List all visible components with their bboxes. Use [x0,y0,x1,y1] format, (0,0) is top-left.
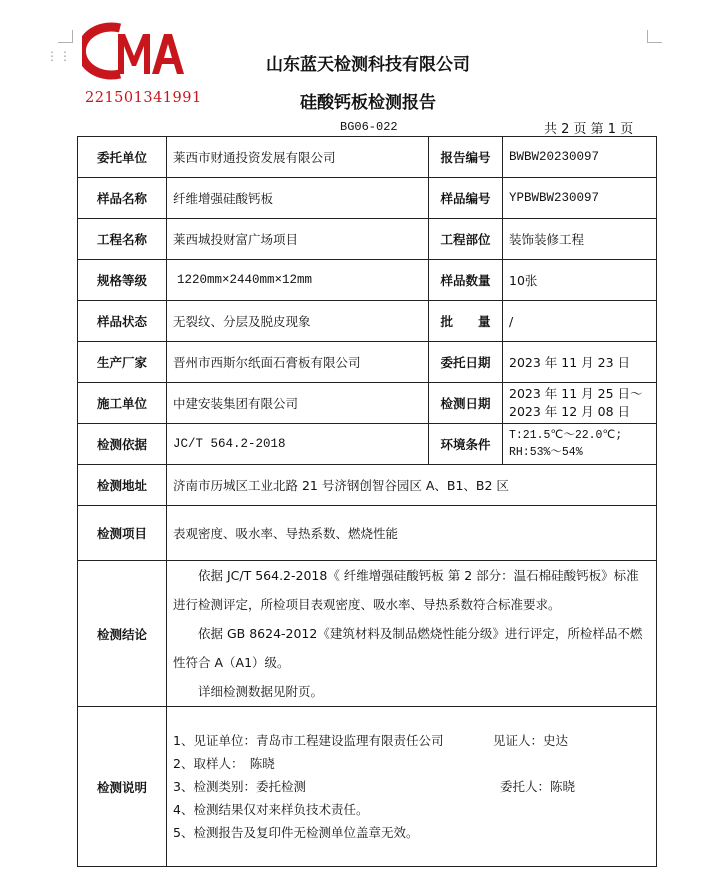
page-corner-mark-right [647,30,662,43]
maker-value: 晋州市西斯尔纸面石膏板有限公司 [167,342,429,383]
table-row [78,178,657,219]
state-label: 样品状态 [78,301,167,342]
note-item: 2、取样人： 陈晓 [173,756,275,771]
env-value [503,424,657,465]
page-corner-mark-left [58,30,73,43]
commission-date-value: 2023 年 11 月 23 日 [503,342,657,383]
test-date-label: 检测日期 [429,383,503,424]
address-value: 济南市历城区工业北路 21 号济钢创智谷园区 A、B1、B2 区 [167,465,657,506]
page-info: 共 2 页 第 1 页 [544,122,634,137]
table-row [78,342,657,383]
env-label: 环境条件 [429,424,503,465]
batch-label: 批 量 [429,301,503,342]
table-row [78,465,657,506]
spec-label: 规格等级 [78,260,167,301]
note-item: 5、检测报告及复印件无检测单位盖章无效。 [173,825,419,840]
quantity-value: 10张 [503,260,657,301]
table-row [78,137,657,178]
table-row [78,260,657,301]
address-label: 检测地址 [78,465,167,506]
conclusion-paragraph: 依据 GB 8624-2012《建筑材料及制品燃烧性能分级》进行评定，所检样品不燃性符合 A（A1）级。 [173,626,643,670]
spec-value: 1220mm×2440mm×12mm [167,260,429,301]
test-date-start: 2023 年 11 月 25 日～ [509,386,643,401]
part-label: 工程部位 [429,219,503,260]
part-value: 装饰装修工程 [503,219,657,260]
table-row [78,219,657,260]
env-humidity: RH:53%～54% [509,446,583,459]
client-person: 委托人：陈晓 [500,779,576,794]
table-row [78,707,657,867]
drag-handle-icon[interactable]: ⋮⋮ [46,49,72,63]
contractor-label: 施工单位 [78,383,167,424]
contractor-value: 中建安装集团有限公司 [167,383,429,424]
company-name: 山东蓝天检测科技有限公司 [266,55,470,75]
test-date-end: 2023 年 12 月 08 日 [509,404,630,419]
state-value: 无裂纹、分层及脱皮现象 [167,301,429,342]
conclusion-value [167,561,657,707]
table-row [78,301,657,342]
cert-number: 221501341991 [85,90,202,106]
client-value: 莱西市财通投资发展有限公司 [167,137,429,178]
test-date-value [503,383,657,424]
notes-label: 检测说明 [78,707,167,867]
form-code: BG06-022 [340,120,398,134]
conclusion-paragraph: 依据 JC/T 564.2-2018《 纤维增强硅酸钙板 第 2 部分：温石棉硅酸钙板》标准进行检测评定，所检项目表观密度、吸水率、导热系数符合标准要求。 [173,568,639,612]
notes-value [167,707,657,867]
sample-name-value: 纤维增强硅酸钙板 [167,178,429,219]
items-label: 检测项目 [78,506,167,561]
env-temperature: T:21.5℃～22.0℃; [509,429,623,442]
cma-logo [82,20,188,80]
items-value: 表观密度、吸水率、导热系数、燃烧性能 [167,506,657,561]
test-category: 3、检测类别：委托检测 [173,779,306,794]
report-title: 硅酸钙板检测报告 [300,93,436,113]
quantity-label: 样品数量 [429,260,503,301]
note-item [173,729,650,752]
maker-label: 生产厂家 [78,342,167,383]
basis-value: JC/T 564.2-2018 [167,424,429,465]
batch-value: / [503,301,657,342]
table-row [78,383,657,424]
conclusion-paragraph: 详细检测数据见附页。 [198,684,324,699]
report-no-label: 报告编号 [429,137,503,178]
basis-label: 检测依据 [78,424,167,465]
conclusion-label: 检测结论 [78,561,167,707]
project-value: 莱西城投财富广场项目 [167,219,429,260]
sample-no-label: 样品编号 [429,178,503,219]
client-label: 委托单位 [78,137,167,178]
commission-date-label: 委托日期 [429,342,503,383]
report-no-value: BWBW20230097 [503,137,657,178]
table-row [78,506,657,561]
sample-no-value: YPBWBW230097 [503,178,657,219]
report-table [77,136,657,867]
project-label: 工程名称 [78,219,167,260]
sample-name-label: 样品名称 [78,178,167,219]
witness-unit: 1、见证单位：青岛市工程建设监理有限责任公司 [173,733,444,748]
note-item [173,775,650,798]
table-row [78,424,657,465]
table-row [78,561,657,707]
witness-person: 见证人：史达 [493,733,569,748]
note-item: 4、检测结果仅对来样负技术责任。 [173,802,369,817]
